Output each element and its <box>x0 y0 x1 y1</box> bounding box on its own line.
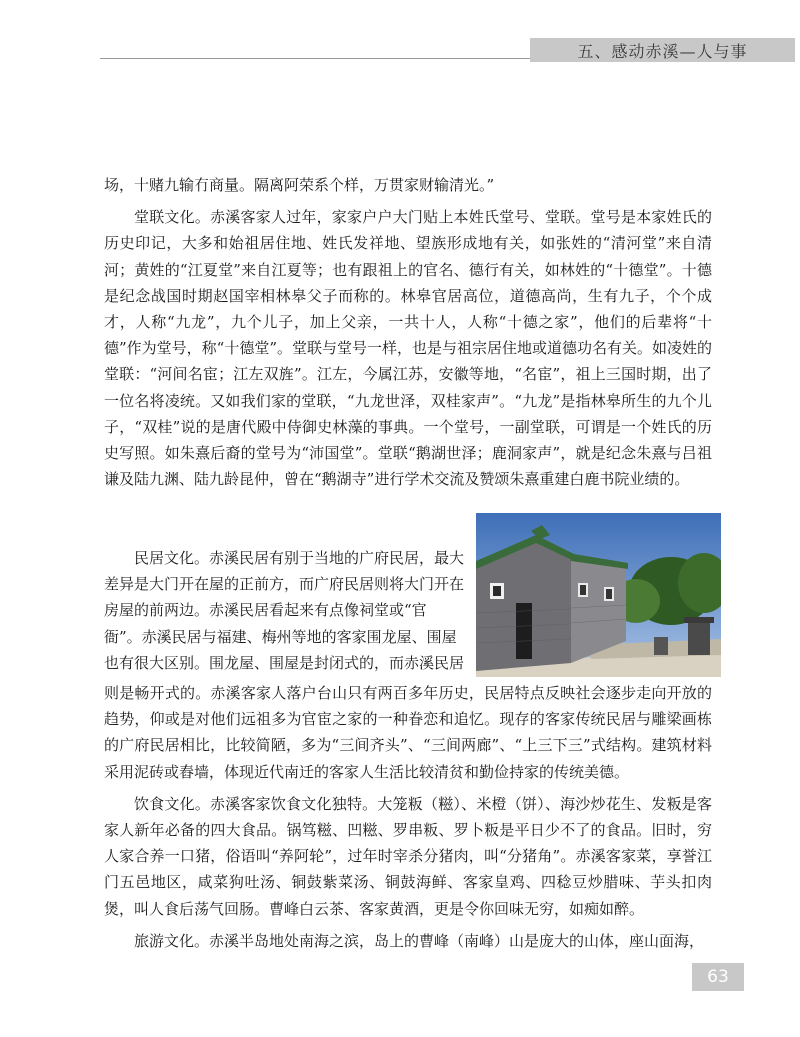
chapter-title: 五、感动赤溪—人与事 <box>577 41 748 61</box>
text-line: 差异是大门开在屋的正前方，而广府民居则将大门开在 <box>104 575 465 594</box>
text-line: 衙”。赤溪民居与福建、梅州等地的客家围龙屋、围屋 <box>104 627 457 646</box>
page-number: 63 <box>692 963 744 991</box>
text-block-lower <box>104 680 712 954</box>
text-line: 也有很大区别。围龙屋、围屋是封闭式的，而赤溪民居 <box>104 653 465 672</box>
text-line: 房屋的前两边。赤溪民居看起来有点像祠堂或“官 <box>104 601 427 620</box>
paragraph-lvyou: 旅游文化。赤溪半岛地处南海之滨，岛上的曹峰（南峰）山是庞大的山体，座山面海， <box>134 931 705 950</box>
minju-house-photo <box>476 513 721 677</box>
chapter-header <box>530 38 795 62</box>
paragraph-tanglian: 堂联文化。赤溪客家人过年，家家户户大门贴上本姓氏堂号、堂联。堂号是本家姓氏的历史印记，大多和始祖居住地、姓氏发祥地、望族形成地有关，如张姓的“清河堂”来自清河；黄姓的“江夏堂”来自江夏等；也有跟祖上的官名、德行有关，如林姓的“十德堂”。十德是纪念战国时期赵国宰相林皋父子而称的。林皋官居高位，道德高尚，生有九子，个个成才，人称“九龙”，九个儿子，加上父亲，一共十人，人称“十德之家”，他们的后辈将“十德”作为堂号，称“十德堂”。堂联与堂号一样，也是与祖宗居住地或道德功名有关。如凌姓的堂联：“河间名宦；江左双旌”。江左，今属江苏，安徽等地，“名宦”，祖上三国时期，出了一位名将凌统。又如我们家的堂联，“九龙世泽，双桂家声”。“九龙”是指林皋所生的九个儿子，“双桂”说的是唐代殿中侍御史林藻的事典。一个堂号，一副堂联，可谓是一个姓氏的历史写照。如朱熹后裔的堂号为“沛国堂”。堂联“鹅湖世泽；鹿洞家声”，就是纪念朱熹与吕祖谦及陆九渊、陆九龄昆仲，曾在“鹅湖寺”进行学术交流及赞颂朱熹重建白鹿书院业绩的。 <box>104 208 713 489</box>
text-block-upper <box>104 172 712 492</box>
paragraph-minju-rest: 则是畅开式的。赤溪客家人落户台山只有两百多年历史，民居特点反映社会逐步走向开放的趋势，仰或是对他们远祖多为官宦之家的一种眷恋和追忆。现存的客家传统民居与雕梁画栋的广府民居相比，比较简陋，多为“三间齐头”、“三间两廊”、“上三下三”式结构。建筑材料采用泥砖或舂墙，体现近代南迁的客家人生活比较清贫和勤俭持家的传统美德。 <box>104 684 712 781</box>
paragraph-yinshi: 饮食文化。赤溪客家饮食文化独特。大笼粄（糍）、米橙（饼）、海沙炒花生、发粄是客家人新年必备的四大食品。锅笃糍、凹糍、罗串粄、罗卜粄是平日少不了的食品。旧时，穷人家合养一口猪，俗语叫“养阿轮”，过年时宰杀分猪肉，叫“分猪角”。赤溪客家菜，享誉江门五邑地区，咸菜狗吐汤、铜鼓紫菜汤、铜鼓海鲜、客家皇鸡、四稔豆炒腊味、芋头扣肉煲，叫人食后荡气回肠。曹峰白云茶、客家黄酒，更是令你回味无穷，如痴如醉。 <box>104 794 712 918</box>
house-illustration <box>476 513 721 677</box>
text-line: 民居文化。赤溪民居有别于当地的广府民居，最大 <box>134 549 465 567</box>
paragraph-intro: 场，十赌九输冇商量。隔离阿荣系个样，万贯家财输清光。” <box>104 176 495 194</box>
text-block-wrapped <box>104 545 476 676</box>
paragraph-minju-start <box>104 545 476 676</box>
